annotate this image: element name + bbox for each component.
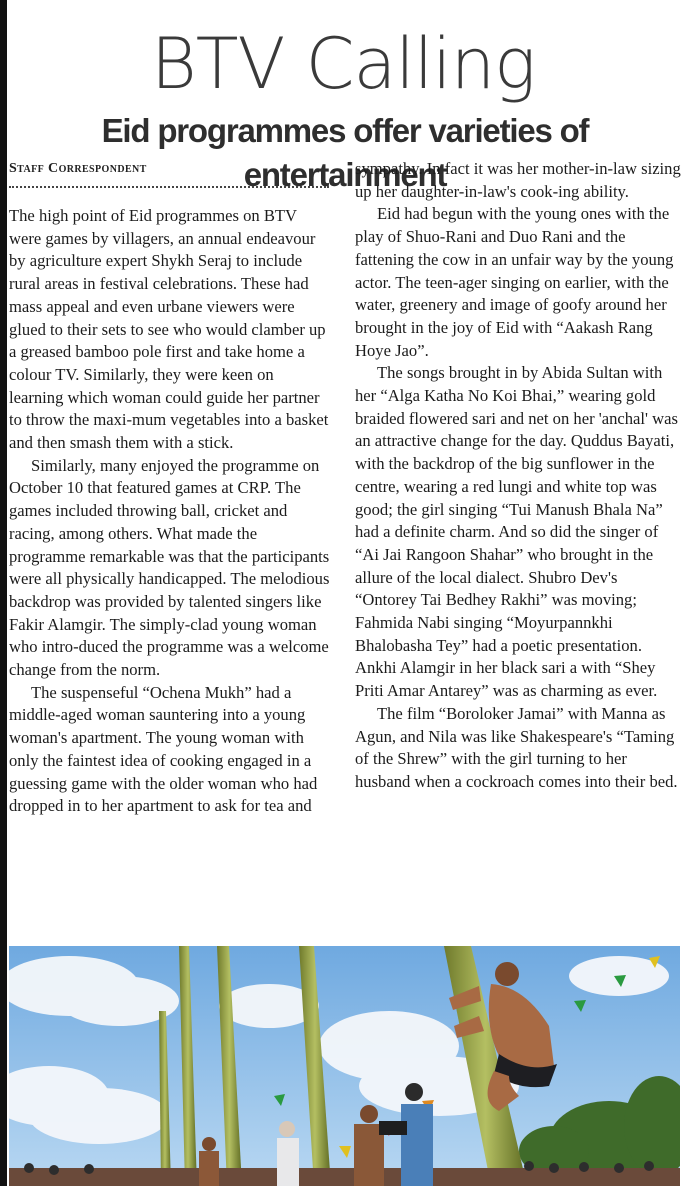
byline: Staff Correspondent <box>9 161 147 176</box>
byline-divider <box>9 186 329 188</box>
paragraph: Eid had begun with the young ones with the play of Shuo-Rani and Duo Rani and the fattening the cow in an unfair way by the young actor. The teen-ager singing on earlier, with the water, greenery and image of goofy around her brought in the joy of Eid with “Aakash Rang Hoye Jao”. <box>355 204 674 360</box>
headline: BTV Calling <box>150 23 536 105</box>
paragraph: The film “Boroloker Jamai” with Manna as Agun, and Nila was like Shakespeare's “Taming of the Shrew” with the girl turning to her husband when a cockroach comes into their bed. <box>355 703 678 791</box>
article-column-2 <box>355 158 681 794</box>
paragraph: The suspenseful “Ochena Mukh” had a middle-aged woman sauntering into a young woman's apartment. The young woman with only the faintest idea of cooking engaged in a guessing game with the older woman who had dropped in to her apartment to ask for tea and <box>9 682 318 816</box>
page-edge-bar <box>0 0 7 1186</box>
paragraph: The high point of Eid programmes on BTV were games by villagers, an annual endeavour by agriculture expert Shykh Seraj to include rural areas in festival celebrations. These had mass appeal and even urbane viewers were glued to their sets to see who would clamber up a greased bamboo pole first and take home a colour TV. Similarly, they were keen on learning which woman could guide her partner to throw the maxi-mum vegetables into a basket and then smash them with a stick. <box>9 206 329 453</box>
paragraph: sympathy. In fact it was her mother-in-law sizing up her daughter-in-law's cook-ing ability. <box>355 159 681 201</box>
paragraph: The songs brought in by Abida Sultan with her “Alga Katha No Koi Bhai,” wearing gold braided flowered sari and net on her 'anchal' was an attractive change for the day. Quddus Bayati, with the backdrop of the big sunflower in the centre, wearing a red lungi and white top was good; the girl singing “Tui Manush Bhala Na” had a definite charm. And so did the singer of “Ai Jai Rangoon Shahar” who brought in the allure of the local dialect. Shubro Dev's “Ontorey Tai Bedhey Rakhi” was moving; Fahmida Nabi singing “Moyurpannkhi Bhalobasha Tey” had a poetic presentation. Ankhi Alamgir in her black sari a with “Shey Priti Amar Antarey” was as charming as ever. <box>355 363 678 701</box>
subheadline: Eid programmes offer varieties of entertainment <box>101 112 589 193</box>
greased-pole-climbing-photo <box>9 946 680 1186</box>
article-column-1 <box>9 205 331 818</box>
paragraph: Similarly, many enjoyed the programme on October 10 that featured games at CRP. The games included throwing ball, cricket and racing, among others. What made the programme remarkable was that the participants were all physically handicapped. The melodious backdrop was provided by talented singers like Fakir Alamgir. The simply-clad young woman who intro-duced the programme was a welcome change from the norm. <box>9 455 330 680</box>
